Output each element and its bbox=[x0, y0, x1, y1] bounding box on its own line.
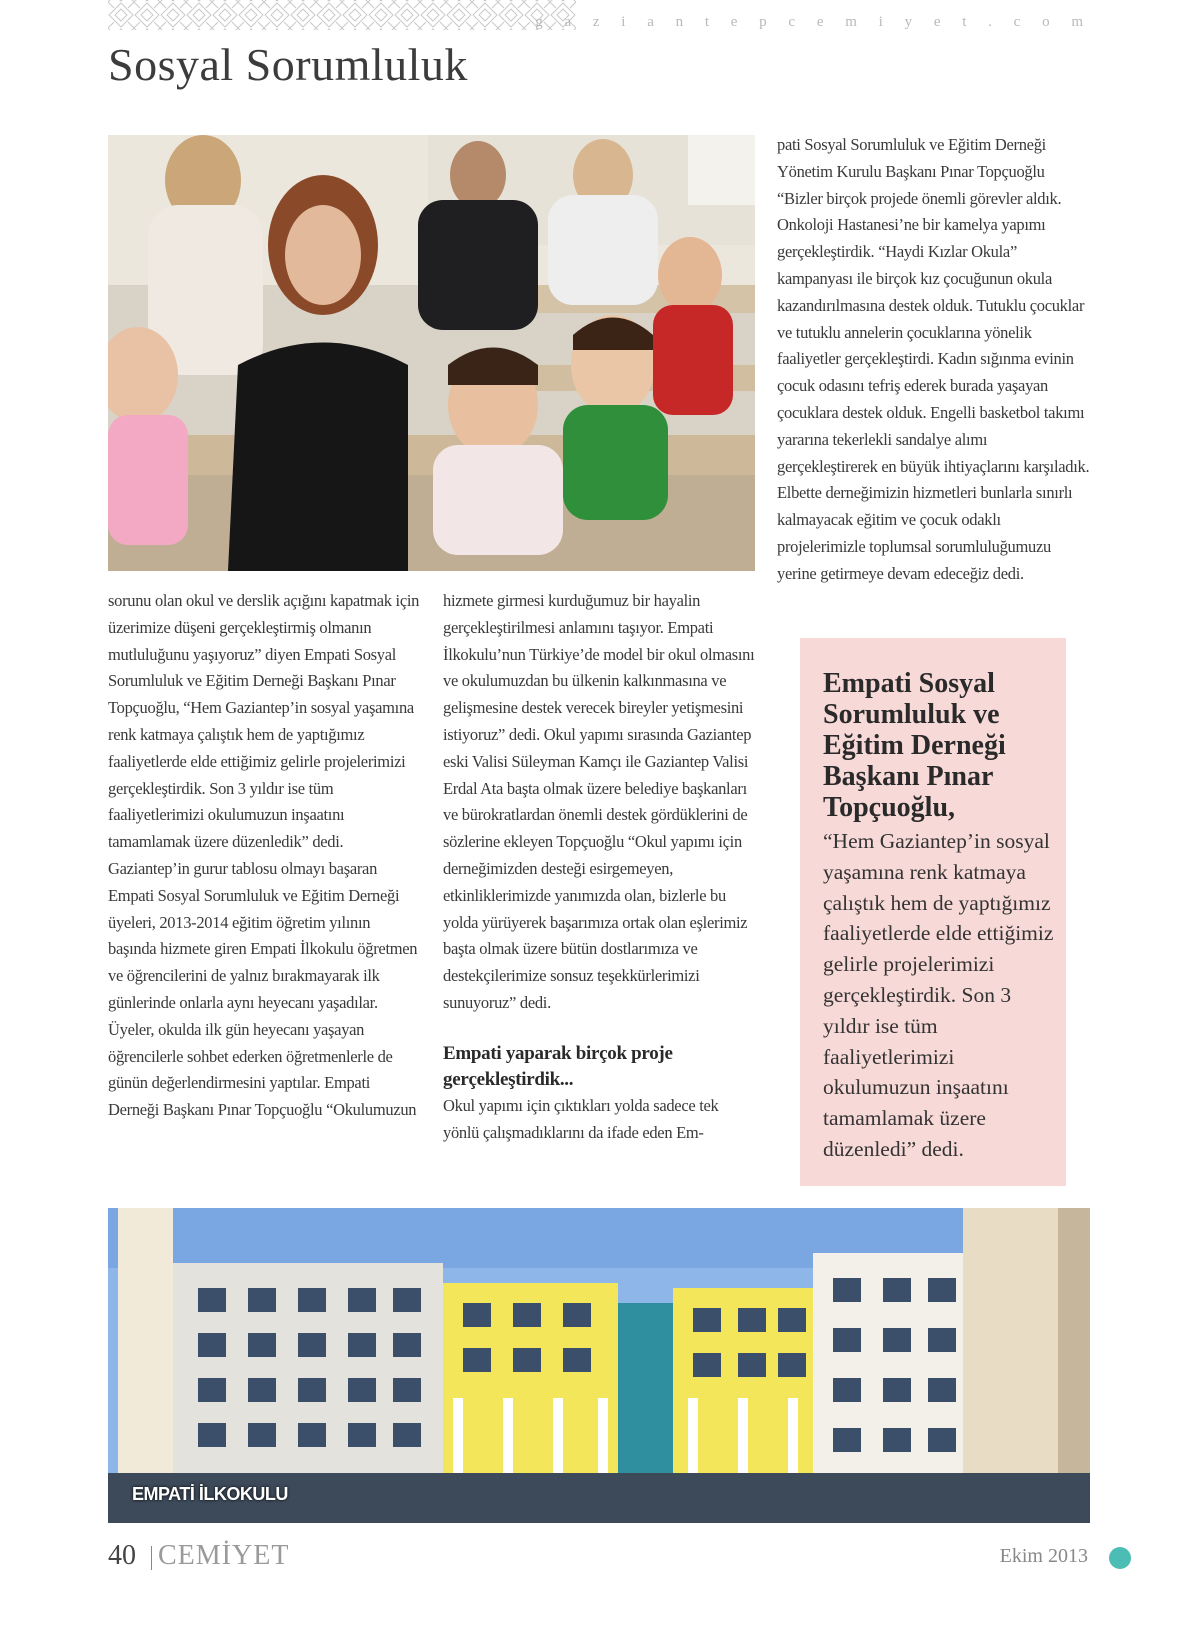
ornament-pattern bbox=[108, 0, 576, 30]
pull-quote-text: “Hem Gaziantep’in sosyal yaşamına renk katmaya çalıştık hem de yaptığımız faaliyetlerde elde ettiğimiz gelirle projelerimizi gerçekleştirdik. Son 3 yıldır ise tüm faaliyetlerimizi okulumuzun inşaatını tamamlamak üzere düzenledi” dedi. bbox=[823, 829, 1054, 1161]
school-building-icon bbox=[108, 1208, 1090, 1523]
photo-caption: EMPATİ İLKOKULU bbox=[132, 1484, 288, 1504]
issue-date: Ekim 2013 bbox=[999, 1545, 1088, 1567]
page-number: 40 bbox=[108, 1540, 136, 1571]
article-subheading: Empati yaparak birçok proje gerçekleştirdik... bbox=[443, 1042, 673, 1090]
pull-quote-speaker: Empati Sosyal Sorumluluk ve Eğitim Derneği Başkanı Pınar Topçuoğlu, bbox=[823, 668, 1006, 823]
article-column-2 bbox=[443, 588, 755, 1146]
magazine-name: CEMİYET bbox=[158, 1540, 290, 1571]
section-title: Sosyal Sorumluluk bbox=[108, 39, 468, 90]
article-paragraph: Okul yapımı için çıktıkları yolda sadece tek yönlü çalışmadıklarını da ifade eden Em- bbox=[443, 1095, 719, 1142]
classroom-photo bbox=[108, 135, 755, 571]
pull-quote-box bbox=[800, 638, 1066, 1186]
accent-dot-icon bbox=[1109, 1547, 1131, 1569]
article-column-1 bbox=[108, 588, 420, 1124]
website-url: g a z i a n t e p c e m i y e t . c o m bbox=[535, 14, 1092, 30]
footer-separator bbox=[151, 1546, 152, 1570]
article-paragraph: pati Sosyal Sorumluluk ve Eğitim Derneği Yönetim Kurulu Başkanı Pınar Topçuoğlu “Bizler birçok projede önemli görevler aldık. Onkoloji Hastanesi’ne bir kamelya yapımı gerçekleştirdik. “Haydi Kızlar Okula” kampanyası ile birçok kız çocuğunun okula kazandırılmasına destek olduk. Tutuklu çocuklar ve tutuklu annelerin çocuklarına yönelik faaliyetler gerçekleştirdi. Kadın sığınma evinin çocuk odasını tefriş ederek burada yaşayan çocuklara destek olduk. Engelli basketbol takımı yararına tekerlekli sandalye alımı gerçekleştirerek en büyük ihtiyaçlarını karşıladık. Elbette derneğimizin hizmetleri bunlarla sınırlı kalmayacak eğitim ve çocuk odaklı projelerimizle toplumsal sorumluluğumuzu yerine getirmeye devam edeceğiz dedi. bbox=[777, 135, 1090, 583]
school-building-photo bbox=[108, 1208, 1090, 1523]
article-paragraph: hizmete girmesi kurduğumuz bir hayalin gerçekleştirilmesi anlamını taşıyor. Empati İlkokulu’nun Türkiye’de model bir okul olmasını ve okulumuzdan bu ülkenin kalkınmasına ve gelişmesine destek verecek bireyler yetişmesini istiyoruz” dedi. Okul yapımı sırasında Gaziantep eski Valisi Süleyman Kamçı ile Gaziantep Valisi Erdal Ata başta olmak üzere belediye başkanları ve bürokratlardan önemli destek gördüklerini de sözlerine ekleyen Topçuoğlu “Okul yapımı için derneğimizden desteği esirgemeyen, etkinliklerimizde yanımızda olan, bizlerle bu yolda yürüyerek başarımıza ortak olan eşlerimiz başta olmak üzere bütün dostlarımıza ve destekçilerimize sonsuz teşekkürlerimizi sunuyoruz” dedi. bbox=[443, 591, 755, 1012]
article-paragraph: sorunu olan okul ve derslik açığını kapatmak için üzerimize düşeni gerçekleştirmiş olmanın mutluluğunu yaşıyoruz” diyen Empati Sosyal Sorumluluk ve Eğitim Derneği Başkanı Pınar Topçuoğlu, “Hem Gaziantep’in sosyal yaşamına renk katmaya çalıştık hem de yaptığımız faaliyetlerde elde ettiğimiz gelirle projelerimizi gerçekleştirdik. Son 3 yıldır ise tüm faaliyetlerimizi okulumuzun inşaatını tamamlamak üzere düzenledik” dedi. bbox=[108, 591, 420, 852]
article-column-3 bbox=[777, 132, 1090, 588]
article-paragraph: Gaziantep’in gurur tablosu olmayı başaran Empati Sosyal Sorumluluk ve Eğitim Derneği üyeleri, 2013-2014 eğitim öğretim yılının başında hizmete giren Empati İlkokulu öğretmen ve öğrencilerini de yalnız bırakmayarak ilk günlerinde onlarla aynı heyecanı yaşadılar. Üyeler, okulda ilk gün heyecanı yaşayan öğrencilerle sohbet ederken öğretmenlerle de günün değerlendirmesini yaptılar. Empati Derneği Başkanı Pınar Topçuoğlu “Okulumuzun bbox=[108, 858, 418, 1120]
